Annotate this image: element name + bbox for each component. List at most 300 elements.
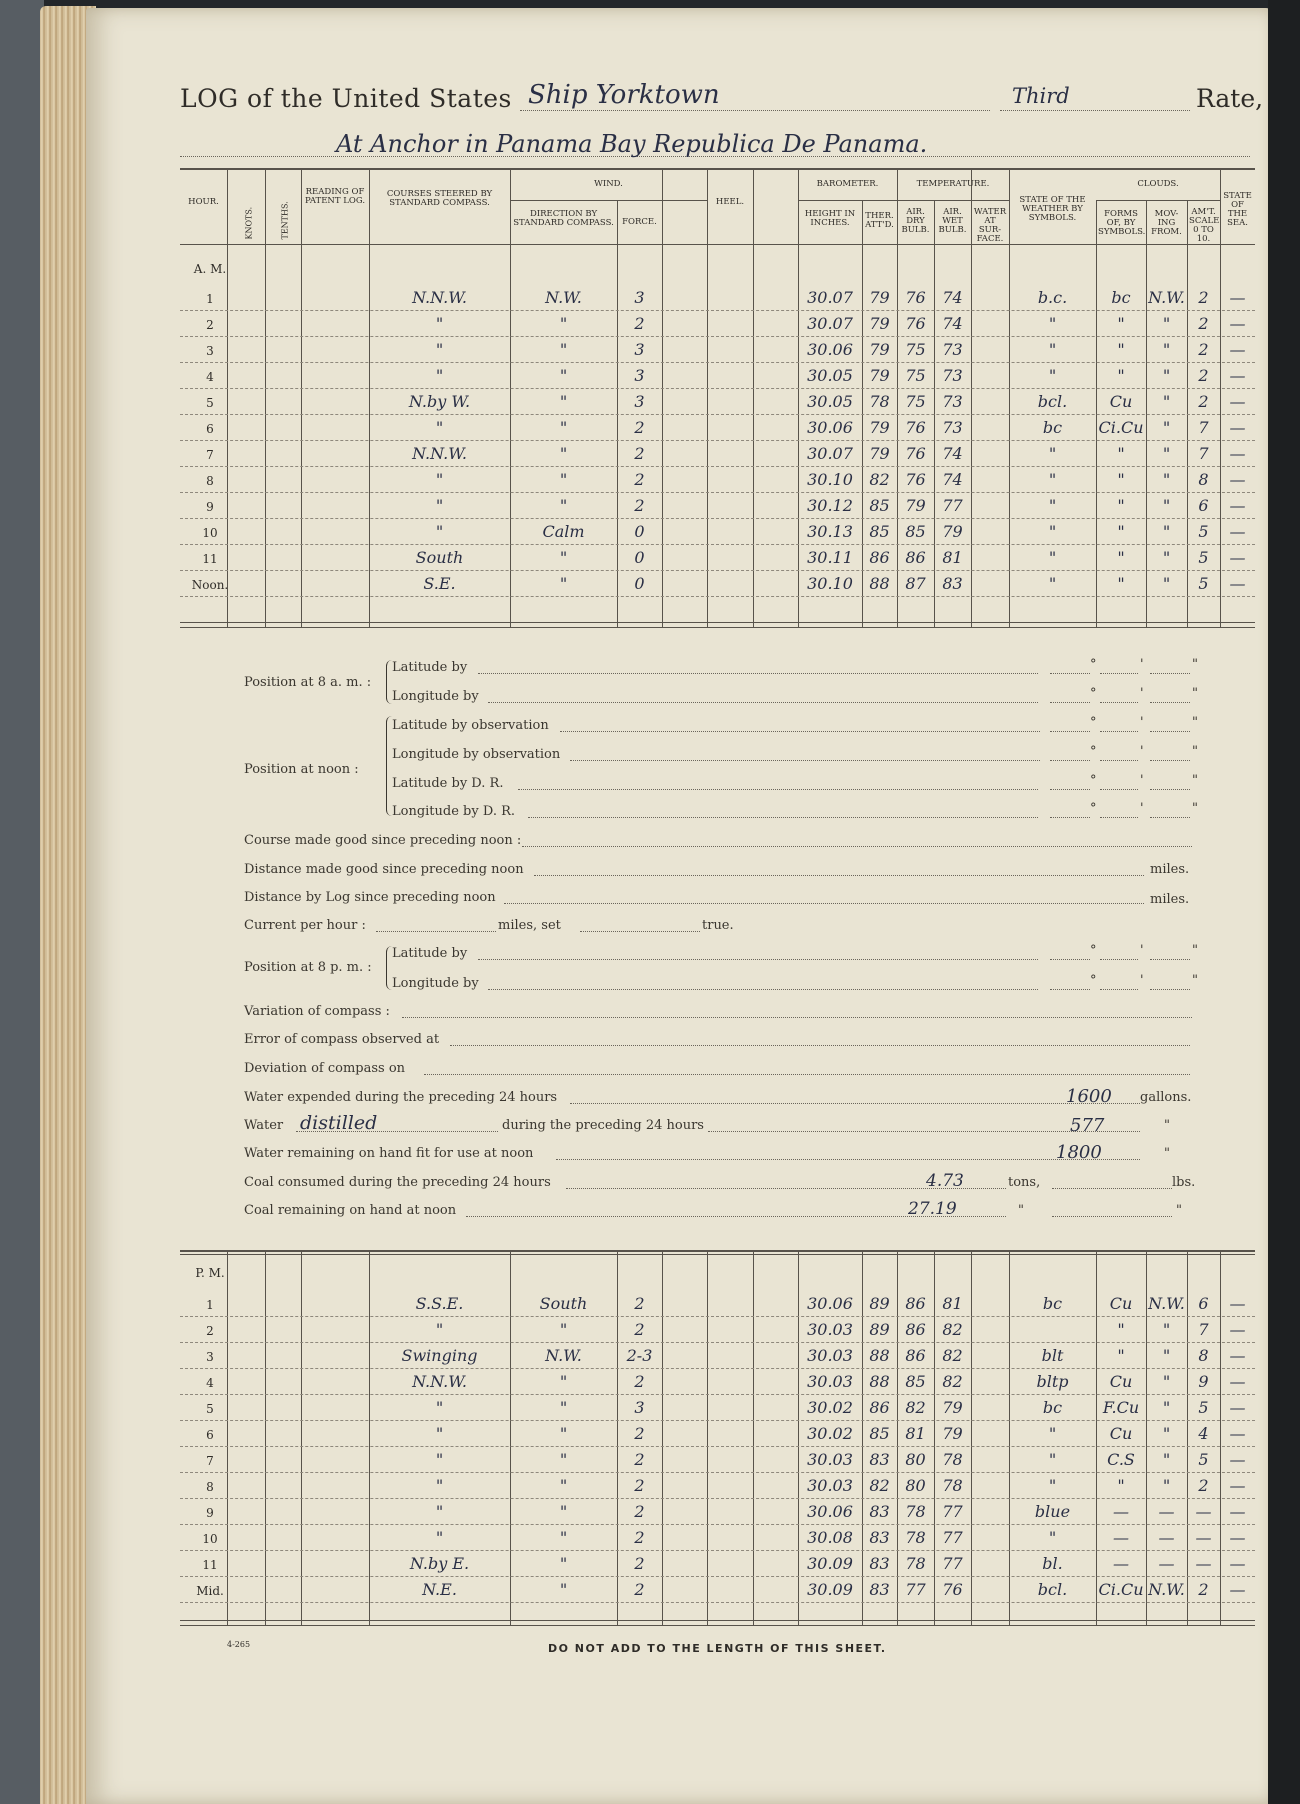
cell-moving: " (1162, 1450, 1171, 1469)
column-header-patent-log: READING OF PATENT LOG. (304, 187, 366, 206)
row-hour: 4 (206, 1376, 214, 1390)
cell-moving: " (1162, 314, 1171, 333)
coal-consumed-lbs-line (1052, 1188, 1172, 1189)
cell-dir: N.W. (545, 288, 582, 307)
cell-wet: 79 (942, 1424, 963, 1443)
distance-log-label: Distance by Log since preceding noon (244, 890, 496, 905)
lat-8am-sec (1150, 673, 1190, 674)
column-divider (265, 168, 266, 628)
cell-baro: 30.09 (807, 1580, 853, 1599)
column-divider (662, 1250, 663, 1626)
table-row-rule (180, 492, 1255, 493)
lon-8am-line (488, 702, 1038, 703)
cell-dir: " (559, 392, 568, 411)
cell-amt: 2 (1198, 1580, 1209, 1599)
cell-dry: 78 (905, 1554, 926, 1573)
cell-weather: " (1048, 314, 1057, 333)
table-bottom-rule (180, 1620, 1255, 1621)
row-hour: 7 (206, 448, 214, 462)
cell-wet: 73 (942, 366, 963, 385)
lat-obs-min (1100, 731, 1138, 732)
cell-forms: Cu (1109, 1372, 1133, 1391)
cell-course: " (435, 418, 444, 437)
cell-dir: " (559, 1580, 568, 1599)
cell-force: 2-3 (626, 1346, 653, 1365)
lon-8pm-deg-mark: ° (1090, 973, 1097, 988)
cell-force: 3 (634, 288, 645, 307)
lon-obs-deg-mark: ° (1090, 744, 1097, 759)
cell-sea: — (1229, 1476, 1246, 1495)
cell-weather: blt (1041, 1346, 1064, 1365)
cell-weather: " (1048, 1476, 1057, 1495)
position-noon-label: Position at noon : (244, 762, 359, 777)
distance-log-line (504, 903, 1144, 904)
cell-dir: Calm (542, 522, 585, 541)
cell-wet: 79 (942, 1398, 963, 1417)
cell-baro: 30.06 (807, 1502, 853, 1521)
table-row-rule (180, 388, 1255, 389)
temperature-group-rule (897, 200, 1009, 201)
cell-ther: 89 (869, 1320, 890, 1339)
column-divider (301, 1250, 302, 1626)
cell-force: 2 (634, 314, 645, 333)
deviation-line (424, 1074, 1190, 1075)
cell-dry: 76 (905, 288, 926, 307)
cell-dry: 78 (905, 1502, 926, 1521)
table-row-rule (180, 362, 1255, 363)
lon-obs-label: Longitude by observation (392, 747, 561, 762)
cell-dir: " (559, 340, 568, 359)
cell-force: 2 (634, 1320, 645, 1339)
cell-wet: 73 (942, 392, 963, 411)
cell-dir: " (559, 1554, 568, 1573)
lon-8am-sec-mark: " (1192, 686, 1198, 701)
row-hour: 9 (206, 1506, 214, 1520)
cell-sea: — (1229, 1450, 1246, 1469)
table-row-rule (180, 1550, 1255, 1551)
column-header-heel: HEEL. (715, 197, 745, 207)
cell-moving: — (1158, 1554, 1175, 1573)
column-divider (662, 168, 663, 628)
lon-8pm-label: Longitude by (392, 976, 479, 991)
form-number: 4-265 (227, 1640, 251, 1649)
row-hour: 10 (202, 526, 218, 540)
cell-ther: 85 (869, 496, 890, 515)
cell-dir: " (559, 574, 568, 593)
column-divider (753, 1250, 754, 1626)
row-hour: 9 (206, 500, 214, 514)
cell-dir: " (559, 548, 568, 567)
cell-dry: 76 (905, 314, 926, 333)
cell-course: S.E. (423, 574, 456, 593)
cell-baro: 30.05 (807, 366, 853, 385)
lon-obs-sec-mark: " (1192, 744, 1198, 759)
cell-dry: 76 (905, 470, 926, 489)
cell-course: " (435, 314, 444, 333)
cell-weather: bl. (1042, 1554, 1063, 1573)
cell-baro: 30.10 (807, 470, 853, 489)
cell-amt: 2 (1198, 392, 1209, 411)
column-divider (265, 1250, 266, 1626)
cell-baro: 30.06 (807, 340, 853, 359)
cell-course: N.by W. (408, 392, 471, 411)
lon-8am-deg (1050, 702, 1090, 703)
cell-moving: " (1162, 1424, 1171, 1443)
table-row-rule (180, 1602, 1255, 1603)
cell-force: 2 (634, 1528, 645, 1547)
cell-wet: 77 (942, 496, 963, 515)
rate-label: Rate, (1196, 84, 1264, 113)
row-hour: 8 (206, 1480, 214, 1494)
wind-group-rule (510, 200, 707, 201)
cell-weather: " (1048, 548, 1057, 567)
cell-forms: " (1117, 1476, 1125, 1495)
cell-forms: " (1117, 574, 1125, 593)
lon-obs-sec (1150, 760, 1190, 761)
lat-8am-label: Latitude by (392, 660, 468, 675)
water-distilled-value: 577 (1070, 1115, 1105, 1136)
cell-sea: — (1229, 1554, 1246, 1573)
cell-forms: — (1113, 1528, 1129, 1547)
cell-moving: N.W. (1148, 1294, 1185, 1313)
cell-baro: 30.07 (807, 444, 853, 463)
lon-8am-min-mark: ' (1140, 686, 1144, 701)
cell-ther: 79 (869, 340, 890, 359)
cell-wet: 77 (942, 1528, 963, 1547)
coal-consumed-lbs: lbs. (1172, 1175, 1196, 1190)
cell-moving: " (1162, 392, 1171, 411)
cell-baro: 30.07 (807, 288, 853, 307)
cell-dry: 85 (905, 522, 926, 541)
cell-course: " (435, 1476, 444, 1495)
column-divider (707, 168, 708, 628)
table-row-rule (180, 1498, 1255, 1499)
row-hour: Mid. (196, 1584, 224, 1598)
lat-obs-sec-mark: " (1192, 715, 1198, 730)
lon-dr-min (1100, 817, 1138, 818)
lat-8am-sec-mark: " (1192, 657, 1198, 672)
cell-sea: — (1229, 1346, 1246, 1365)
cell-dry: 86 (905, 1346, 926, 1365)
cell-wet: 74 (942, 314, 963, 333)
position-8am-label: Position at 8 a. m. : (244, 675, 372, 690)
row-hour: 7 (206, 1454, 214, 1468)
lon-8am-label: Longitude by (392, 689, 479, 704)
lon-8am-min (1100, 702, 1138, 703)
lon-dr-line (528, 817, 1038, 818)
cell-forms: Cu (1109, 1294, 1133, 1313)
cell-baro: 30.05 (807, 392, 853, 411)
lon-dr-deg-mark: ° (1090, 801, 1097, 816)
lat-8am-min (1100, 673, 1138, 674)
lon-obs-min-mark: ' (1140, 744, 1144, 759)
cell-forms: bc (1111, 288, 1131, 307)
cell-ther: 79 (869, 314, 890, 333)
cell-sea: — (1229, 392, 1246, 411)
cell-course: " (435, 366, 444, 385)
lat-8am-line (478, 673, 1038, 674)
row-hour: 2 (206, 1324, 214, 1338)
cell-dir: " (559, 366, 568, 385)
cell-ther: 83 (869, 1450, 890, 1469)
cell-wet: 78 (942, 1450, 963, 1469)
cell-moving: — (1158, 1502, 1175, 1521)
cell-dry: 81 (905, 1424, 926, 1443)
cell-force: 2 (634, 1450, 645, 1469)
cell-forms: " (1117, 548, 1125, 567)
cell-weather: " (1048, 340, 1057, 359)
column-divider (971, 168, 972, 628)
cell-wet: 77 (942, 1554, 963, 1573)
cell-dry: 87 (905, 574, 926, 593)
table-row-rule (180, 570, 1255, 571)
cell-baro: 30.10 (807, 574, 853, 593)
cell-dry: 85 (905, 1372, 926, 1391)
water-remaining-label: Water remaining on hand fit for use at noon (244, 1146, 534, 1161)
cell-sea: — (1229, 574, 1246, 593)
table-top-rule-2 (180, 1254, 1255, 1255)
column-header-clouds: CLOUDS. (1137, 179, 1179, 189)
scan-background-right (1268, 0, 1300, 1804)
row-hour: 5 (206, 1402, 214, 1416)
lat-obs-sec (1150, 731, 1190, 732)
lat-8pm-deg (1050, 959, 1090, 960)
cell-dir: " (559, 1424, 568, 1443)
water-remaining-ditto: " (1164, 1146, 1170, 1161)
cell-baro: 30.08 (807, 1528, 853, 1547)
lon-8pm-min (1100, 989, 1138, 990)
cell-dir: " (559, 1450, 568, 1469)
cell-dir: " (559, 314, 568, 333)
cell-ther: 83 (869, 1554, 890, 1573)
cell-weather: bc (1042, 1398, 1063, 1417)
cell-dry: 76 (905, 444, 926, 463)
cell-moving: " (1162, 1320, 1171, 1339)
lon-8pm-min-mark: ' (1140, 973, 1144, 988)
table-row-rule (180, 414, 1255, 415)
cell-course: Swinging (401, 1346, 478, 1365)
lon-8pm-sec-mark: " (1192, 973, 1198, 988)
cell-force: 3 (634, 1398, 645, 1417)
cell-ther: 88 (869, 574, 890, 593)
column-divider (707, 1250, 708, 1626)
cell-force: 2 (634, 1554, 645, 1573)
table-row-rule (180, 1472, 1255, 1473)
cell-baro: 30.06 (807, 418, 853, 437)
lat-8pm-min-mark: ' (1140, 943, 1144, 958)
cell-forms: Cu (1109, 1424, 1133, 1443)
cell-ther: 89 (869, 1294, 890, 1313)
column-header-temperature: TEMPERATURE. (916, 179, 990, 189)
column-header-temp-wet: AIR. WET BULB. (938, 207, 967, 235)
cell-baro: 30.03 (807, 1372, 853, 1391)
cell-amt: 5 (1198, 1398, 1209, 1417)
column-divider (301, 168, 302, 628)
cell-dir: " (559, 444, 568, 463)
cell-baro: 30.03 (807, 1346, 853, 1365)
row-hour: 11 (202, 552, 218, 566)
cell-course: " (435, 1502, 444, 1521)
coal-remaining-lbs-line (1052, 1216, 1172, 1217)
cell-dir: N.W. (545, 1346, 582, 1365)
table-row-rule (180, 1446, 1255, 1447)
cell-course: N.N.W. (412, 444, 467, 463)
cell-force: 2 (634, 444, 645, 463)
cell-course: " (435, 1424, 444, 1443)
cell-sea: — (1229, 340, 1246, 359)
table-row-rule (180, 336, 1255, 337)
cell-force: 2 (634, 418, 645, 437)
column-header-weather: STATE OF THE WEATHER BY SYMBOLS. (1019, 195, 1086, 223)
scan-background-left (0, 0, 44, 1804)
cell-forms: " (1117, 496, 1125, 515)
table-row-rule (180, 1342, 1255, 1343)
cell-force: 3 (634, 340, 645, 359)
lat-8pm-deg-mark: ° (1090, 943, 1097, 958)
cell-weather: " (1048, 522, 1057, 541)
cell-force: 2 (634, 1580, 645, 1599)
cell-forms: " (1117, 314, 1125, 333)
table-row-rule (180, 466, 1255, 467)
cell-amt: 7 (1198, 418, 1209, 437)
column-header-barometer: BAROMETER. (816, 179, 879, 189)
cell-amt: 2 (1198, 1476, 1209, 1495)
cell-forms: Cu (1109, 392, 1133, 411)
lon-dr-label: Longitude by D. R. (392, 804, 515, 819)
distance-log-miles: miles. (1150, 892, 1190, 907)
cell-force: 2 (634, 1502, 645, 1521)
cell-course: " (435, 496, 444, 515)
cell-force: 2 (634, 470, 645, 489)
cell-sea: — (1229, 1580, 1246, 1599)
cell-wet: 77 (942, 1502, 963, 1521)
table-top-rule (180, 168, 1255, 170)
cell-dir: " (559, 1476, 568, 1495)
barometer-group-rule (798, 200, 897, 201)
table-row-rule (180, 596, 1255, 597)
period-label: A. M. (193, 262, 227, 276)
row-hour: 10 (202, 1532, 218, 1546)
row-hour: 3 (206, 1350, 214, 1364)
table-header-rule (180, 244, 1255, 245)
cell-weather: " (1048, 496, 1057, 515)
coal-consumed-label: Coal consumed during the preceding 24 hours (244, 1175, 551, 1190)
cell-sea: — (1229, 314, 1246, 333)
cell-course: " (435, 470, 444, 489)
table-row-rule (180, 1524, 1255, 1525)
cell-amt: 7 (1198, 1320, 1209, 1339)
cell-amt: 2 (1198, 288, 1209, 307)
error-label: Error of compass observed at (244, 1032, 440, 1047)
rate-value: Third (1012, 84, 1070, 108)
cell-force: 2 (634, 496, 645, 515)
cell-sea: — (1229, 444, 1246, 463)
current-label: Current per hour : (244, 918, 366, 933)
cell-sea: — (1229, 1424, 1246, 1443)
cell-moving: " (1162, 496, 1171, 515)
lat-dr-deg (1050, 789, 1090, 790)
cell-weather: " (1048, 470, 1057, 489)
table-row-rule (180, 1420, 1255, 1421)
cell-weather: " (1048, 366, 1057, 385)
table-top-rule (180, 1250, 1255, 1252)
cell-forms: " (1117, 470, 1125, 489)
cell-sea: — (1229, 366, 1246, 385)
cell-force: 2 (634, 1424, 645, 1443)
lat-8am-deg (1050, 673, 1090, 674)
lon-8pm-deg (1050, 989, 1090, 990)
cell-wet: 83 (942, 574, 963, 593)
lon-8pm-line (488, 989, 1038, 990)
cell-course: S.S.E. (415, 1294, 464, 1313)
cell-forms: — (1113, 1502, 1129, 1521)
table-bottom-rule (180, 622, 1255, 623)
cell-course: N.N.W. (412, 288, 467, 307)
row-hour: 5 (206, 396, 214, 410)
lat-8pm-min (1100, 959, 1138, 960)
row-hour: 11 (202, 1558, 218, 1572)
lat-obs-deg (1050, 731, 1090, 732)
cell-sea: — (1229, 496, 1246, 515)
column-divider (753, 168, 754, 628)
water-expended-value: 1600 (1066, 1086, 1112, 1107)
table-bottom-rule-2 (180, 1625, 1255, 1626)
lat-8pm-sec-mark: " (1192, 943, 1198, 958)
cell-amt: 5 (1198, 522, 1209, 541)
cell-amt: 5 (1198, 574, 1209, 593)
column-header-sea: STATE OF THE SEA. (1223, 191, 1252, 228)
cell-dir: " (559, 496, 568, 515)
cell-amt: — (1195, 1502, 1212, 1521)
row-hour: 8 (206, 474, 214, 488)
clouds-group-rule (1096, 200, 1220, 201)
cell-forms: — (1113, 1554, 1129, 1573)
lat-obs-deg-mark: ° (1090, 715, 1097, 730)
water-expended-label: Water expended during the preceding 24 hours (244, 1090, 558, 1105)
cell-forms: Ci.Cu (1098, 1580, 1144, 1599)
cell-course: " (435, 1450, 444, 1469)
lon-8am-sec (1150, 702, 1190, 703)
cell-baro: 30.13 (807, 522, 853, 541)
lat-8am-deg-mark: ° (1090, 657, 1097, 672)
distance-made-good-line (534, 875, 1144, 876)
cell-dry: 76 (905, 418, 926, 437)
column-header-tenths: TENTHS. (280, 201, 290, 240)
cell-ther: 85 (869, 522, 890, 541)
water-expended-line (570, 1103, 1140, 1104)
ship-name-line (520, 110, 990, 111)
lat-obs-label: Latitude by observation (392, 718, 549, 733)
cell-force: 2 (634, 1372, 645, 1391)
cell-amt: 6 (1198, 496, 1209, 515)
cell-sea: — (1229, 1320, 1246, 1339)
cell-ther: 88 (869, 1346, 890, 1365)
lon-obs-min (1100, 760, 1138, 761)
coal-remaining-ditto: " (1018, 1203, 1024, 1218)
cell-dry: 75 (905, 392, 926, 411)
cell-wet: 82 (942, 1372, 963, 1391)
lon-8pm-sec (1150, 989, 1190, 990)
cell-sea: — (1229, 548, 1246, 567)
cell-amt: 8 (1198, 470, 1209, 489)
cell-sea: — (1229, 522, 1246, 541)
cell-course: " (435, 1528, 444, 1547)
cell-baro: 30.09 (807, 1554, 853, 1573)
lon-8am-deg-mark: ° (1090, 686, 1097, 701)
cell-dry: 79 (905, 496, 926, 515)
cell-dry: 75 (905, 340, 926, 359)
water-distilled-label: during the preceding 24 hours (502, 1118, 704, 1133)
